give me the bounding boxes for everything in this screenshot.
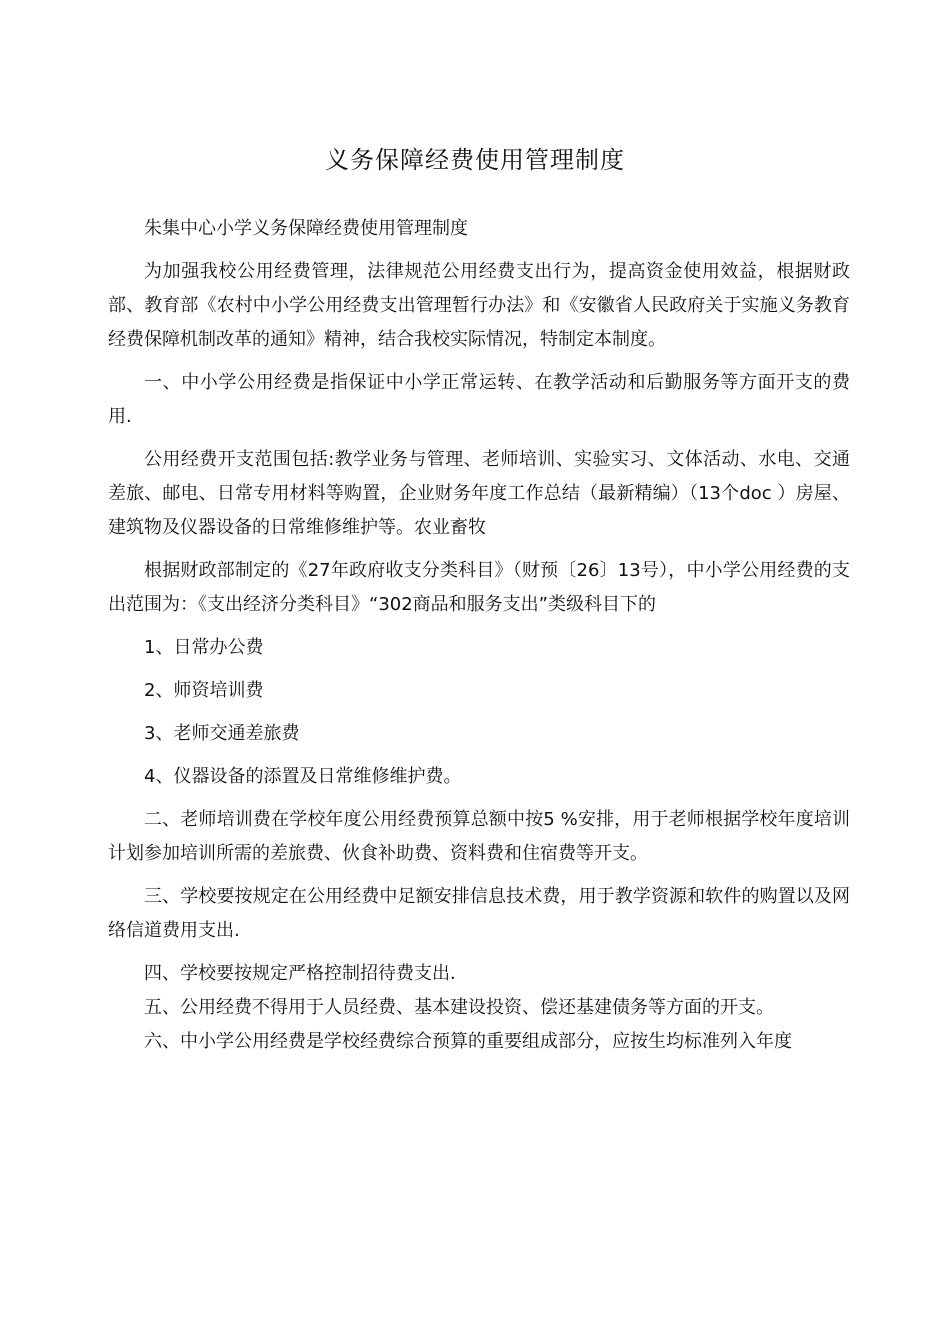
paragraph-school-title: 朱集中心小学义务保障经费使用管理制度 xyxy=(144,218,468,239)
document-body xyxy=(108,212,850,1059)
page-title: 义务保障经费使用管理制度 xyxy=(325,146,625,174)
paragraph-item-1: 一、中小学公用经费是指保证中小学正常运转、在教学活动和后勤服务等方面开支的费用. xyxy=(108,372,850,427)
paragraph-item-4: 四、学校要按规定严格控制招待费支出. xyxy=(144,963,456,984)
list-item-equipment-fees: 4、仪器设备的添置及日常维修维护费。 xyxy=(144,766,462,787)
paragraph-item-3: 三、学校要按规定在公用经费中足额安排信息技术费，用于教学资源和软件的购置以及网络信道费用支出. xyxy=(108,886,850,941)
list-item-office-fees: 1、日常办公费 xyxy=(144,637,264,658)
paragraph-item-5: 五、公用经费不得用于人员经费、基本建设投资、偿还基建债务等方面的开支。 xyxy=(144,997,774,1018)
list-item-travel-fees: 3、老师交通差旅费 xyxy=(144,723,300,744)
paragraph-classification: 根据财政部制定的《27年政府收支分类科目》（财预〔26〕13号），中小学公用经费的支出范围为：《支出经济分类科目》“302商品和服务支出”类级科目下的 xyxy=(108,560,850,615)
paragraph-scope: 公用经费开支范围包括:教学业务与管理、老师培训、实验实习、文体活动、水电、交通差旅、邮电、日常专用材料等购置，企业财务年度工作总结（最新精编）（13个doc ）房屋、建筑物及仪器设备的日常维修维护等。农业畜牧 xyxy=(108,449,850,538)
paragraph-item-6: 六、中小学公用经费是学校经费综合预算的重要组成部分，应按生均标准列入年度 xyxy=(144,1031,792,1052)
list-item-training-fees: 2、师资培训费 xyxy=(144,680,264,701)
paragraph-intro: 为加强我校公用经费管理，法律规范公用经费支出行为，提高资金使用效益，根据财政部、教育部《农村中小学公用经费支出管理暂行办法》和《安徽省人民政府关于实施义务教育经费保障机制改革的通知》精神，结合我校实际情况，特制定本制度。 xyxy=(108,261,850,350)
paragraph-item-2: 二、老师培训费在学校年度公用经费预算总额中按5 %安排，用于老师根据学校年度培训计划参加培训所需的差旅费、伙食补助费、资料费和住宿费等开支。 xyxy=(108,809,850,864)
